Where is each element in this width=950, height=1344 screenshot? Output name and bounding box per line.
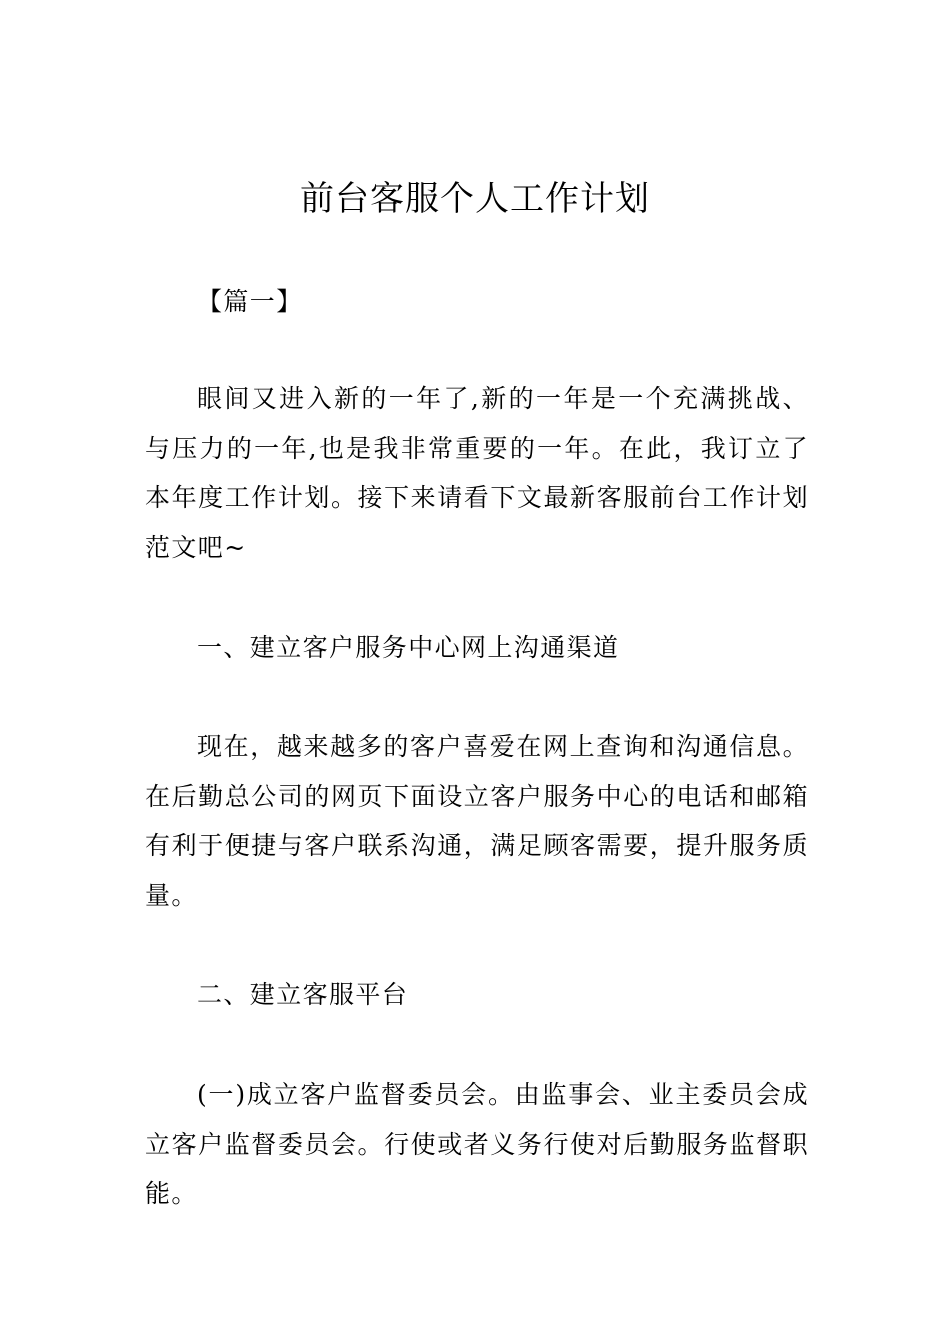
- paragraph-intro: 眼间又进入新的一年了,新的一年是一个充满挑战、与压力的一年,也是我非常重要的一年。在此，我订立了本年度工作计划。接下来请看下文最新客服前台工作计划范文吧~: [145, 384, 809, 562]
- section-heading-2: 二、建立客服平台: [197, 980, 409, 1009]
- paragraph-supervision-committee: (一)成立客户监督委员会。由监事会、业主委员会成立客户监督委员会。行使或者义务行使对后勤服务监督职能。: [145, 1080, 809, 1208]
- chapter-label: 【篇一】: [197, 287, 303, 316]
- document-title: 前台客服个人工作计划: [300, 179, 650, 219]
- section-heading-1: 一、建立客户服务中心网上沟通渠道: [197, 633, 620, 662]
- paragraph-online-channel: 现在，越来越多的客户喜爱在网上查询和沟通信息。在后勤总公司的网页下面设立客户服务中心的电话和邮箱有利于便捷与客户联系沟通，满足顾客需要，提升服务质量。: [145, 732, 809, 910]
